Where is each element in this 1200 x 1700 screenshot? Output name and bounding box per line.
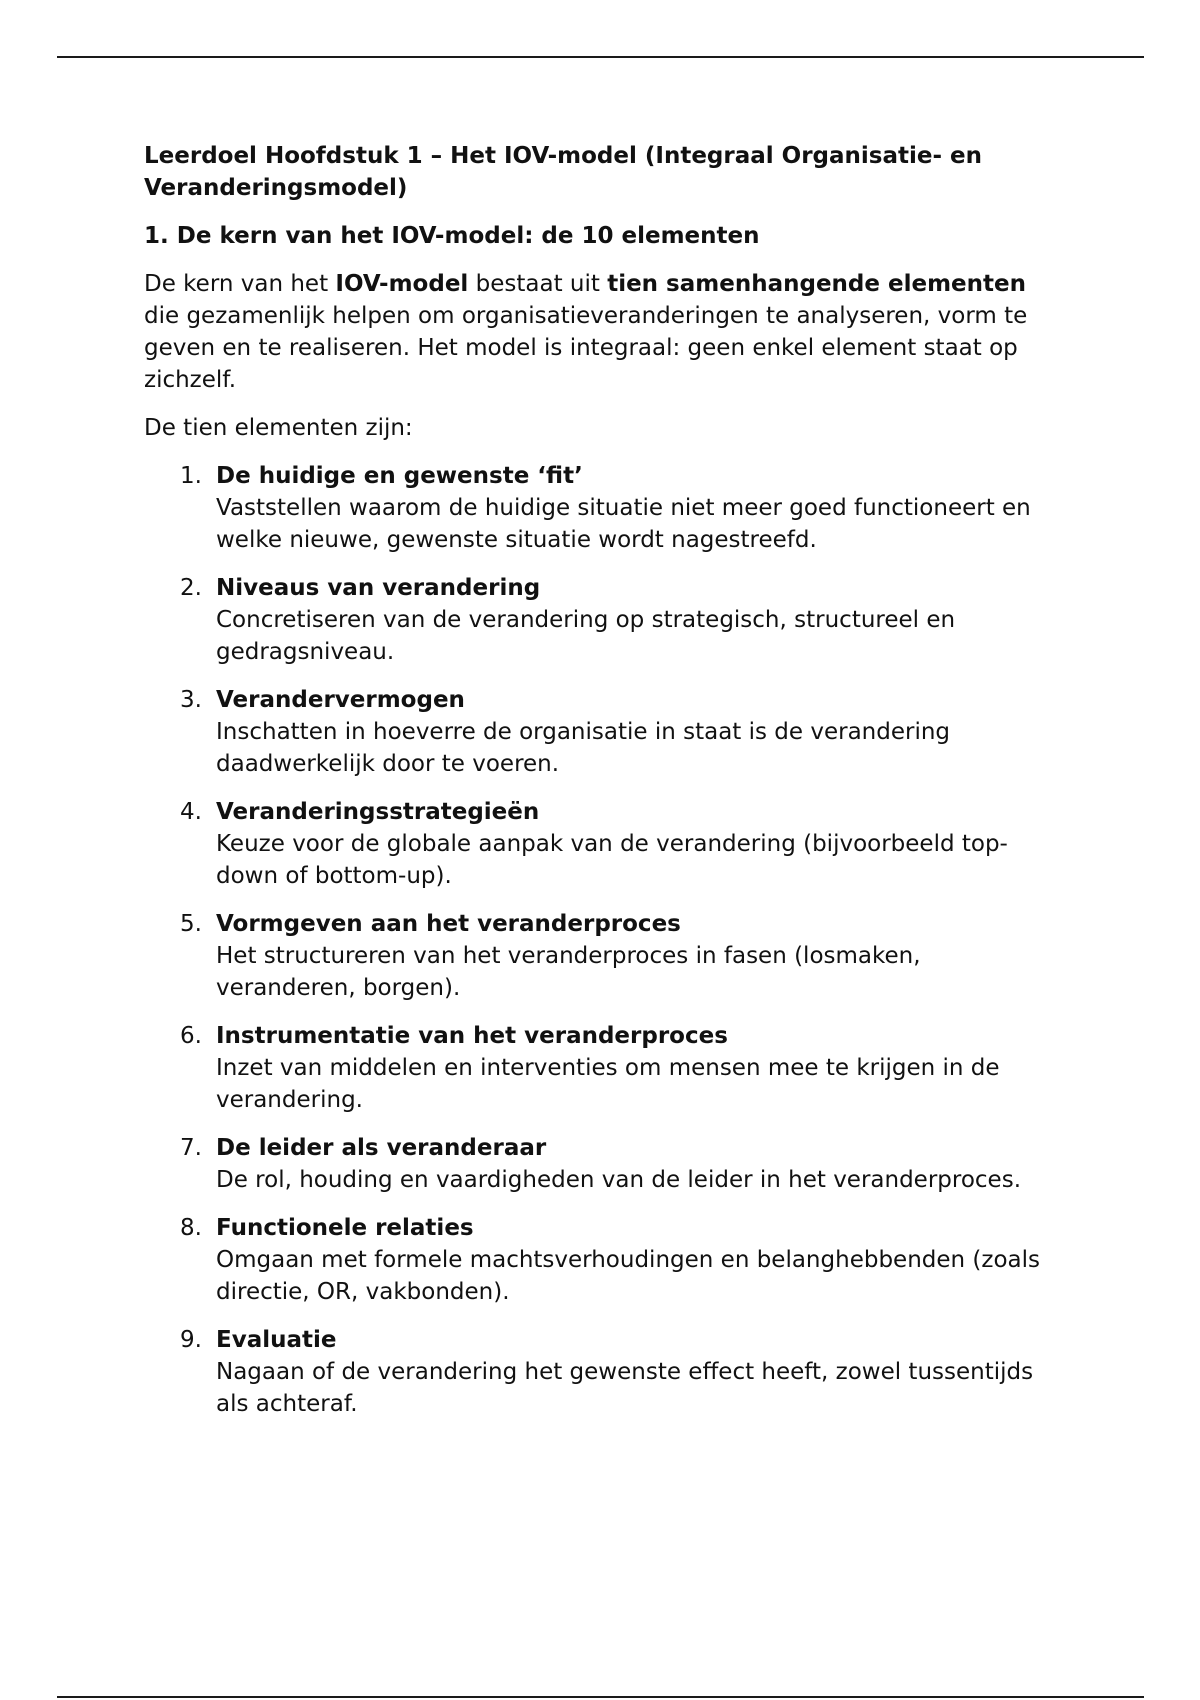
list-item-title: Vormgeven aan het veranderproces <box>216 911 681 937</box>
list-item-description: Inzet van middelen en interventies om mensen mee te krijgen in de verandering. <box>216 1055 1000 1113</box>
list-item-title: Niveaus van verandering <box>216 575 541 601</box>
list-item-title: Functionele relaties <box>216 1215 474 1241</box>
list-item-number: 9. <box>180 1327 202 1353</box>
list-item-number: 4. <box>180 799 202 825</box>
list-item-number: 3. <box>180 687 202 713</box>
intro-bold-model: IOV-model <box>335 271 469 297</box>
list-item <box>144 572 1064 668</box>
document-title: Leerdoel Hoofdstuk 1 – Het IOV-model (Integraal Organisatie- en Veranderingsmodel) <box>144 143 983 201</box>
list-item-description: Vaststellen waarom de huidige situatie niet meer goed functioneert en welke nieuwe, gewenste situatie wordt nagestreefd. <box>216 495 1031 553</box>
list-item-title: De leider als veranderaar <box>216 1135 547 1161</box>
section-heading: 1. De kern van het IOV-model: de 10 elementen <box>144 223 760 249</box>
intro-text-2: bestaat uit <box>468 271 608 297</box>
list-item-title: Verandervermogen <box>216 687 465 713</box>
list-item-number: 6. <box>180 1023 202 1049</box>
list-item-number: 2. <box>180 575 202 601</box>
intro-text-3: die gezamenlijk helpen om organisatieveranderingen te analyseren, vorm te geven en te realiseren. Het model is integraal: geen enkel element staat op zichzelf. <box>144 303 1028 393</box>
list-item-description: Nagaan of de verandering het gewenste effect heeft, zowel tussentijds als achteraf. <box>216 1359 1034 1417</box>
list-item <box>144 908 1064 1004</box>
list-item-description: De rol, houding en vaardigheden van de leider in het veranderproces. <box>216 1167 1021 1193</box>
list-item <box>144 460 1064 556</box>
list-item-number: 8. <box>180 1215 202 1241</box>
list-item-description: Inschatten in hoeverre de organisatie in staat is de verandering daadwerkelijk door te voeren. <box>216 719 951 777</box>
list-item <box>144 796 1064 892</box>
list-item-description: Het structureren van het veranderproces in fasen (losmaken, veranderen, borgen). <box>216 943 921 1001</box>
top-divider <box>57 56 1144 58</box>
document-body <box>144 140 1064 1436</box>
list-item-description: Keuze voor de globale aanpak van de verandering (bijvoorbeeld top-down of bottom-up). <box>216 831 1008 889</box>
list-item-title: Veranderingsstrategieën <box>216 799 540 825</box>
list-item-title: Instrumentatie van het veranderproces <box>216 1023 728 1049</box>
list-item-description: Omgaan met formele machtsverhoudingen en belanghebbenden (zoals directie, OR, vakbonden). <box>216 1247 1040 1305</box>
list-item <box>144 1132 1064 1196</box>
list-item-title: De huidige en gewenste ‘fit’ <box>216 463 583 489</box>
list-item <box>144 684 1064 780</box>
list-item <box>144 1212 1064 1308</box>
list-intro: De tien elementen zijn: <box>144 415 413 441</box>
list-item-number: 1. <box>180 463 202 489</box>
list-item <box>144 1324 1064 1420</box>
elements-list <box>144 460 1064 1420</box>
list-item-description: Concretiseren van de verandering op strategisch, structureel en gedragsniveau. <box>216 607 956 665</box>
list-item <box>144 1020 1064 1116</box>
intro-text-1: De kern van het <box>144 271 336 297</box>
intro-bold-elements: tien samenhangende elementen <box>607 271 1026 297</box>
intro-paragraph <box>144 268 1064 396</box>
list-item-number: 5. <box>180 911 202 937</box>
list-item-number: 7. <box>180 1135 202 1161</box>
bottom-divider <box>57 1696 1144 1698</box>
list-item-title: Evaluatie <box>216 1327 337 1353</box>
